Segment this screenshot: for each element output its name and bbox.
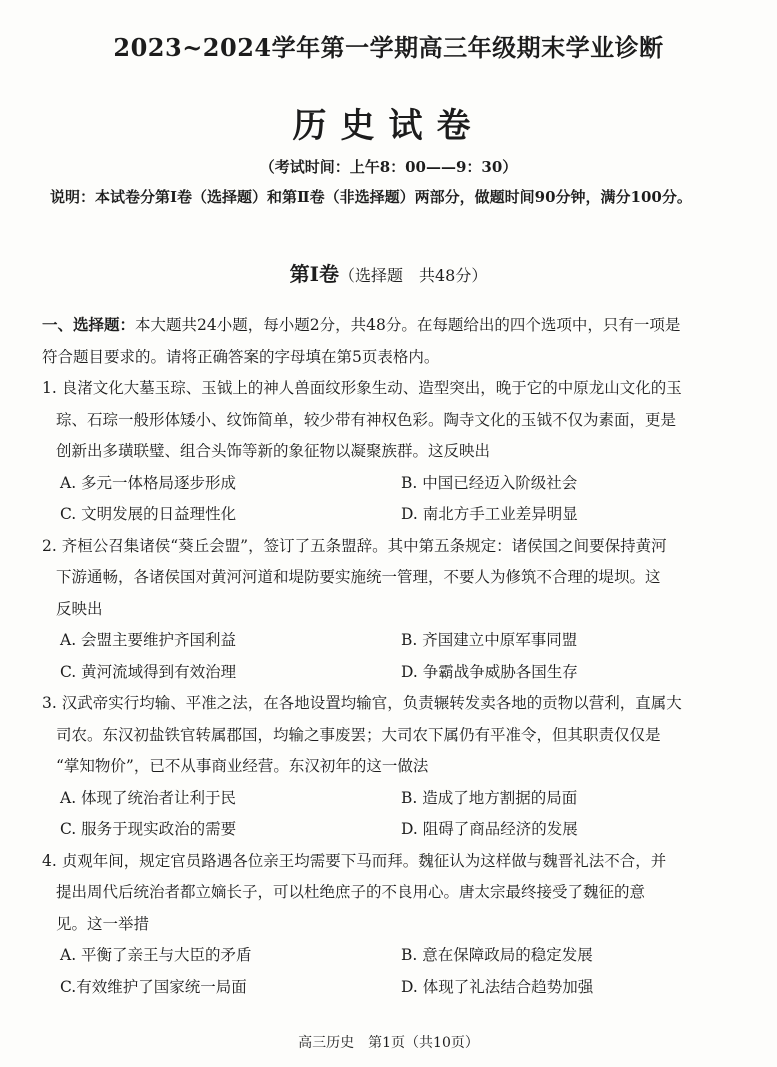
option-a: A. 平衡了亲王与大臣的矛盾 [60, 946, 252, 964]
question-line: 4. 贞观年间，规定官员路遇各位亲王均需要下马而拜。魏征认为这样做与魏晋礼法不合，并 [42, 851, 667, 870]
section-title [0, 258, 777, 287]
exam-title: 2023~2024学年第一学期高三年级期末学业诊断 [113, 33, 664, 62]
question-line: 见。这一举措 [56, 914, 150, 933]
option-c: C. 服务于现实政治的需要 [60, 820, 237, 838]
question-4 [42, 846, 742, 1004]
option-c: C. 文明发展的日益理性化 [60, 505, 237, 523]
option-a: A. 多元一体格局逐步形成 [60, 473, 237, 492]
option-b: B. 意在保障政局的稳定发展 [401, 946, 593, 964]
question-line: 1. 良渚文化大墓玉琮、玉钺上的神人兽面纹形象生动、造型突出，晚于它的中原龙山文化的玉 [42, 379, 682, 397]
option-b: B. 齐国建立中原军事同盟 [401, 631, 578, 649]
subject-title: 历史试卷 [292, 106, 485, 146]
section-intro-line2: 符合题目要求的。请将正确答案的字母填在第5页表格内。 [42, 347, 440, 366]
question-1 [42, 373, 742, 531]
questions-content [42, 309, 742, 1003]
option-d: D. 体现了礼法结合趋势加强 [401, 977, 594, 996]
option-d: D. 阻碍了商品经济的发展 [401, 820, 578, 838]
question-line: 2. 齐桓公召集诸侯“葵丘会盟”，签订了五条盟辞。其中第五条规定：诸侯国之间要保持黄河 [42, 536, 667, 555]
section-intro-label: 一、选择题： [42, 315, 136, 334]
question-3 [42, 688, 742, 846]
section-intro-line1: 本大题共24小题，每小题2分，共48分。在每题给出的四个选项中，只有一项是 [135, 316, 681, 334]
section-title-sub: （选择题 共48分） [338, 266, 488, 285]
question-line: 琮、石琮一般形体矮小、纹饰简单，较少带有神权色彩。陶寺文化的玉钺不仅为素面，更是 [56, 410, 677, 429]
exam-instructions: 说明：本试卷分第Ⅰ卷（选择题）和第Ⅱ卷（非选择题）两部分，做题时间90分钟，满分100分。 [50, 188, 692, 206]
option-c: C. 黄河流域得到有效治理 [60, 662, 237, 681]
options [42, 940, 742, 1003]
question-line: 下游通畅，各诸侯国对黄河河道和堤防要实施统一管理，不要人为修筑不合理的堤坝。这 [56, 568, 661, 586]
option-d: D. 争霸战争威胁各国生存 [401, 662, 578, 681]
options [42, 468, 742, 531]
question-line: 司农。东汉初盐铁官转属郡国，均输之事废罢；大司农下属仍有平准令，但其职责仅仅是 [56, 725, 661, 744]
question-line: 反映出 [56, 599, 103, 618]
question-line: 提出周代后统治者都立嫡长子，可以杜绝庶子的不良用心。唐太宗最终接受了魏征的意 [56, 883, 646, 901]
option-a: A. 体现了统治者让利于民 [60, 788, 237, 807]
option-c: C.有效维护了国家统一局面 [60, 977, 247, 996]
option-a: A. 会盟主要维护齐国利益 [60, 631, 237, 649]
option-d: D. 南北方手工业差异明显 [401, 505, 578, 523]
options [42, 625, 742, 688]
question-line: “掌知物价”，已不从事商业经营。东汉初年的这一做法 [56, 757, 429, 775]
exam-time: （考试时间：上午8：00——9：30） [259, 158, 518, 176]
section-intro [42, 309, 742, 342]
question-line: 创新出多璜联璧、组合头饰等新的象征物以凝聚族群。这反映出 [56, 442, 491, 460]
page-footer: 高三历史 第1页（共10页） [298, 1035, 479, 1051]
option-b: B. 造成了地方割据的局面 [401, 788, 578, 807]
options [42, 783, 742, 846]
option-b: B. 中国已经迈入阶级社会 [401, 473, 578, 492]
question-2 [42, 531, 742, 689]
section-title-main: 第Ⅰ卷 [289, 262, 339, 286]
question-line: 3. 汉武帝实行均输、平准之法，在各地设置均输官，负责辗转发卖各地的贡物以营利，直属大 [42, 694, 682, 712]
